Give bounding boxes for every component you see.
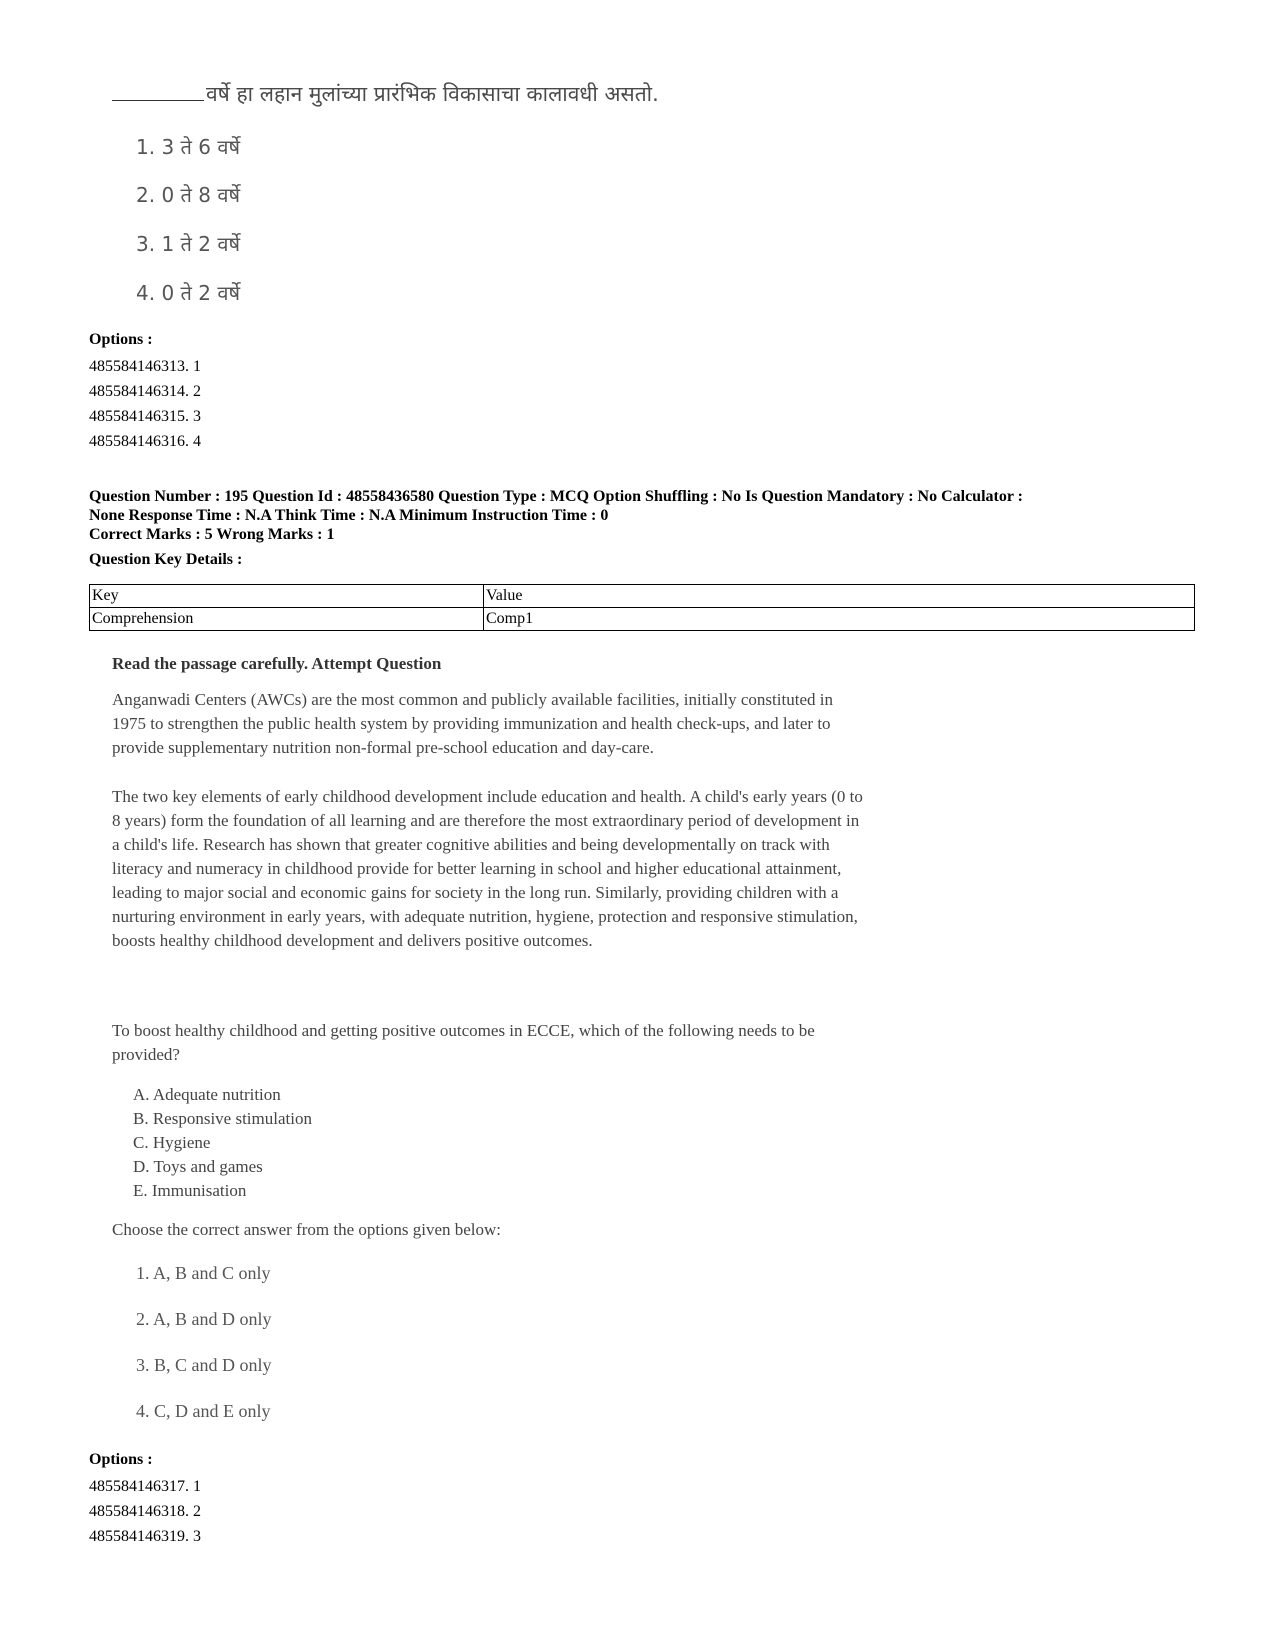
passage-line: 8 years) form the foundation of all learning and are therefore the most extraordinary period of development in: [112, 811, 860, 830]
table-header-value: Value: [484, 585, 1195, 608]
statement-item: B. Responsive stimulation: [133, 1109, 312, 1128]
question-line: To boost healthy childhood and getting positive outcomes in ECCE, which of the following needs to be: [112, 1021, 815, 1040]
question-text: [112, 1019, 1032, 1067]
answer-choice-3: 3. B, C and D only: [136, 1355, 272, 1375]
table-row: [90, 608, 1195, 631]
fill-blank: [112, 82, 204, 101]
options-list: [89, 1474, 201, 1549]
option-item: 485584146319. 3: [89, 1528, 201, 1545]
choice-1: 1. 3 ते 6 वर्षे: [136, 135, 241, 159]
table-cell-value: Comp1: [484, 608, 1195, 631]
statement-item: A. Adequate nutrition: [133, 1085, 281, 1104]
option-item: 485584146316. 4: [89, 433, 201, 450]
passage-line: provide supplementary nutrition non-formal pre-school education and day-care.: [112, 738, 654, 757]
option-item: 485584146314. 2: [89, 383, 201, 400]
options-label: Options :: [89, 331, 153, 348]
passage-title: Read the passage carefully. Attempt Question: [112, 654, 442, 673]
statement-item: C. Hygiene: [133, 1133, 211, 1152]
option-item: 485584146315. 3: [89, 408, 201, 425]
choice-3: 3. 1 ते 2 वर्षे: [136, 232, 241, 256]
passage-paragraph-2: [112, 785, 1032, 953]
statement-item: E. Immunisation: [133, 1181, 247, 1200]
options-label: Options :: [89, 1451, 153, 1468]
passage-line: The two key elements of early childhood development include education and health. A child's early years (0 to: [112, 787, 863, 806]
passage-line: nurturing environment in early years, with adequate nutrition, hygiene, protection and responsive stimulation,: [112, 907, 858, 926]
passage-line: a child's life. Research has shown that greater cognitive abilities and being developmentally on track with: [112, 835, 830, 854]
choice-2: 2. 0 ते 8 वर्षे: [136, 183, 241, 207]
answer-choice-2: 2. A, B and D only: [136, 1309, 272, 1329]
table-header-key: Key: [90, 585, 484, 608]
statement-list: [133, 1083, 312, 1203]
question-stem-text: वर्षे हा लहान मुलांच्या प्रारंभिक विकासाचा कालावधी असतो.: [206, 82, 659, 106]
table-cell-key: Comprehension: [90, 608, 484, 631]
passage-line: Anganwadi Centers (AWCs) are the most common and publicly available facilities, initially constituted in: [112, 690, 833, 709]
marks-line: Correct Marks : 5 Wrong Marks : 1: [89, 526, 335, 543]
key-details-label: Question Key Details :: [89, 551, 243, 568]
choose-instruction: Choose the correct answer from the options given below:: [112, 1220, 502, 1239]
option-item: 485584146317. 1: [89, 1478, 201, 1495]
passage-line: leading to major social and economic gains for society in the long run. Similarly, providing children with a: [112, 883, 839, 902]
question-stem-marathi: [112, 80, 659, 108]
option-item: 485584146318. 2: [89, 1503, 201, 1520]
answer-choice-4: 4. C, D and E only: [136, 1401, 271, 1421]
table-header-row: [90, 585, 1195, 608]
passage-paragraph-1: [112, 688, 1032, 760]
question-line: provided?: [112, 1045, 180, 1064]
options-list: [89, 354, 201, 454]
key-details-table: [89, 584, 1195, 631]
question-header: [89, 487, 1199, 525]
choice-4: 4. 0 ते 2 वर्षे: [136, 281, 241, 305]
passage-line: literacy and numeracy in childhood provide for better learning in school and higher educational attainment,: [112, 859, 842, 878]
answer-choice-1: 1. A, B and C only: [136, 1263, 271, 1283]
question-header-line: Question Number : 195 Question Id : 48558436580 Question Type : MCQ Option Shuffling : No Is Question Mandatory : No Calculator :: [89, 488, 1023, 505]
statement-item: D. Toys and games: [133, 1157, 263, 1176]
passage-line: 1975 to strengthen the public health system by providing immunization and health check-ups, and later to: [112, 714, 831, 733]
question-header-line: None Response Time : N.A Think Time : N.A Minimum Instruction Time : 0: [89, 507, 609, 524]
option-item: 485584146313. 1: [89, 358, 201, 375]
passage-line: boosts healthy childhood development and delivers positive outcomes.: [112, 931, 593, 950]
